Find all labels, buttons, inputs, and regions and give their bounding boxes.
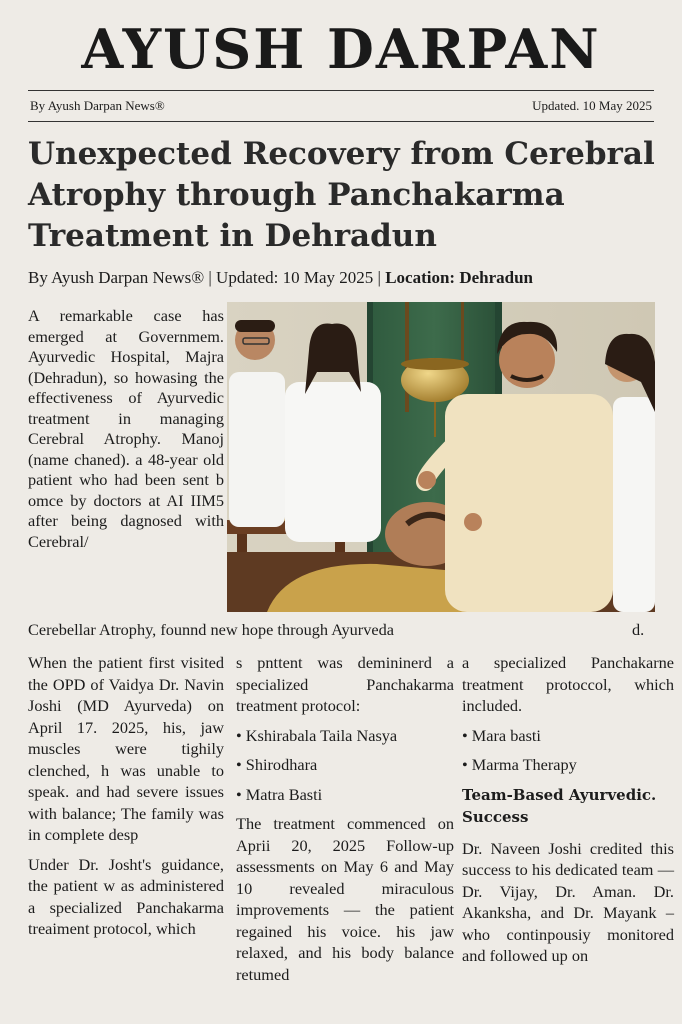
section-heading: Team-Based Ayurvedic. Success xyxy=(462,785,657,826)
treatment-item: • Matra Basti xyxy=(236,784,454,806)
top-byline-bar xyxy=(30,98,652,114)
column-3 xyxy=(462,652,674,975)
therapy-item: • Mara basti xyxy=(462,725,674,747)
article-meta xyxy=(28,268,668,288)
therapy-list xyxy=(462,725,674,776)
intro-continuation xyxy=(28,620,658,640)
treatment-item: • Kshirabala Taila Nasya xyxy=(236,725,454,747)
column-1-paragraph-2: Under Dr. Josht's guidance, the patient w as administered a specialized Panchakarma treaiment protocol, which xyxy=(28,854,224,938)
intro-continuation-text: Cerebellar Atrophy, founnd new hope through Ayurveda xyxy=(28,620,394,639)
top-updated: Updated. 10 May 2025 xyxy=(532,98,652,113)
masthead-rule xyxy=(28,90,654,91)
meta-byline: By Ayush Darpan News® | Updated: 10 May 2025 | xyxy=(28,268,386,287)
column-2-paragraph-2: The treatment commenced on Aprii 20, 2025 Follow-up assessments on May 6 and May 10 revealed miraculous improvements — the patient regained his voice. his jaw relaxed, and his body balance retumed xyxy=(236,814,454,984)
intro-continuation-tail: d. xyxy=(632,620,645,639)
column-2 xyxy=(236,652,454,993)
column-3-paragraph-2: Dr. Naveen Joshi credited this success to his dedicated team — Dr. Vijay, Dr. Aman. Dr. Akanksha, and Dr. Mayank – who continpousiy monitored and followed up on xyxy=(462,838,674,965)
therapy-item: • Marma Therapy xyxy=(462,754,674,776)
masthead: AYUSH DARPAN xyxy=(81,17,601,81)
photo-illustration xyxy=(227,302,655,612)
column-1 xyxy=(28,652,224,948)
intro-paragraph: A remarkable case has emerged at Governmem. Ayurvedic Hospital, Majra (Dehradun), so howasing the effectiveness of Ayurvedic treatment in managing Cerebral Atrophy. Manoj (name chaned). a 48-year old patient who had been sent b omce by doctors at AI IIM5 after being dagnosed with Cerebral/ xyxy=(28,306,224,551)
column-3-paragraph-1: a specialized Panchakarne treatment protoccol, which included. xyxy=(462,653,674,715)
top-byline: By Ayush Darpan News® xyxy=(30,98,165,113)
treatment-item: • Shirodhara xyxy=(236,754,454,776)
treatment-list xyxy=(236,725,454,806)
article-photo xyxy=(227,302,655,612)
column-2-paragraph-1: s pnttent was demininerd a specialized Panchakarma treatment protocol: xyxy=(236,653,454,715)
article-headline: Unexpected Recovery from Cerebral Atrophy through Panchakarma Treatment in Dehradun xyxy=(28,136,655,254)
meta-location: Location: Dehradun xyxy=(385,268,534,287)
column-1-paragraph-1: When the patient first visited the OPD of Vaidya Dr. Navin Joshi (MD Ayurveda) on April 17. 2025, his, jaw muscles were tighily clenched, h was unable to speak. and had severe issues with balance; The family was in complete desp xyxy=(28,653,224,844)
byline-rule xyxy=(28,121,654,122)
